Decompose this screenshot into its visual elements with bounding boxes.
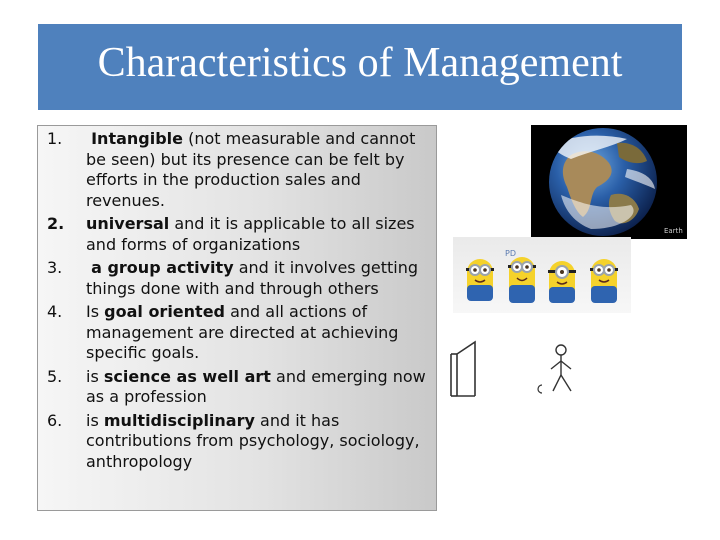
list-number: 2. [47, 214, 65, 233]
list-number: 5. [47, 366, 63, 386]
item-text: and all actions of management are directed at achieving specific goals. [86, 302, 399, 362]
list-number: 6. [47, 410, 63, 430]
item-keyword: a group activity [91, 258, 234, 277]
earth-globe-icon [531, 125, 687, 239]
item-prefix: is [86, 410, 104, 430]
item-text: and it has contributions from psychology, sociology, anthropology [86, 410, 420, 471]
title-bar [38, 24, 682, 110]
minions-icon [453, 237, 631, 313]
item-text: and emerging now as a profession [86, 366, 426, 406]
stick-figure-icon [533, 343, 579, 401]
earth-image [531, 125, 687, 239]
item-text: (not measurable and cannot be seen) but its presence can be felt by efforts in the production sales and revenues. [86, 129, 416, 210]
open-door-icon [449, 340, 479, 400]
earth-caption: Earth [664, 227, 683, 235]
minions-image [453, 237, 631, 313]
item-keyword: multidisciplinary [103, 410, 255, 430]
list-item [38, 411, 438, 473]
list-item [38, 129, 438, 211]
list-item [38, 258, 438, 299]
content-box [37, 125, 437, 511]
item-text: and it involves getting things done with and through others [86, 258, 419, 298]
list-item [38, 214, 438, 255]
item-prefix: Is [86, 302, 105, 321]
item-keyword: science as well art [103, 366, 271, 386]
item-keyword: Intangible [91, 129, 183, 148]
list-number: 4. [47, 302, 63, 321]
list-number: 3. [47, 258, 63, 277]
list-item [38, 367, 438, 408]
item-keyword: universal [86, 214, 170, 233]
list-number: 1. [47, 129, 63, 148]
slide-title: Characteristics of Management [97, 40, 623, 86]
characteristics-list [38, 129, 438, 475]
item-text: and it is applicable to all sizes and forms of organizations [86, 214, 415, 254]
item-prefix: is [86, 366, 104, 386]
list-item [38, 302, 438, 364]
minions-sign-text: PD [505, 249, 516, 258]
item-keyword: goal oriented [104, 302, 225, 321]
